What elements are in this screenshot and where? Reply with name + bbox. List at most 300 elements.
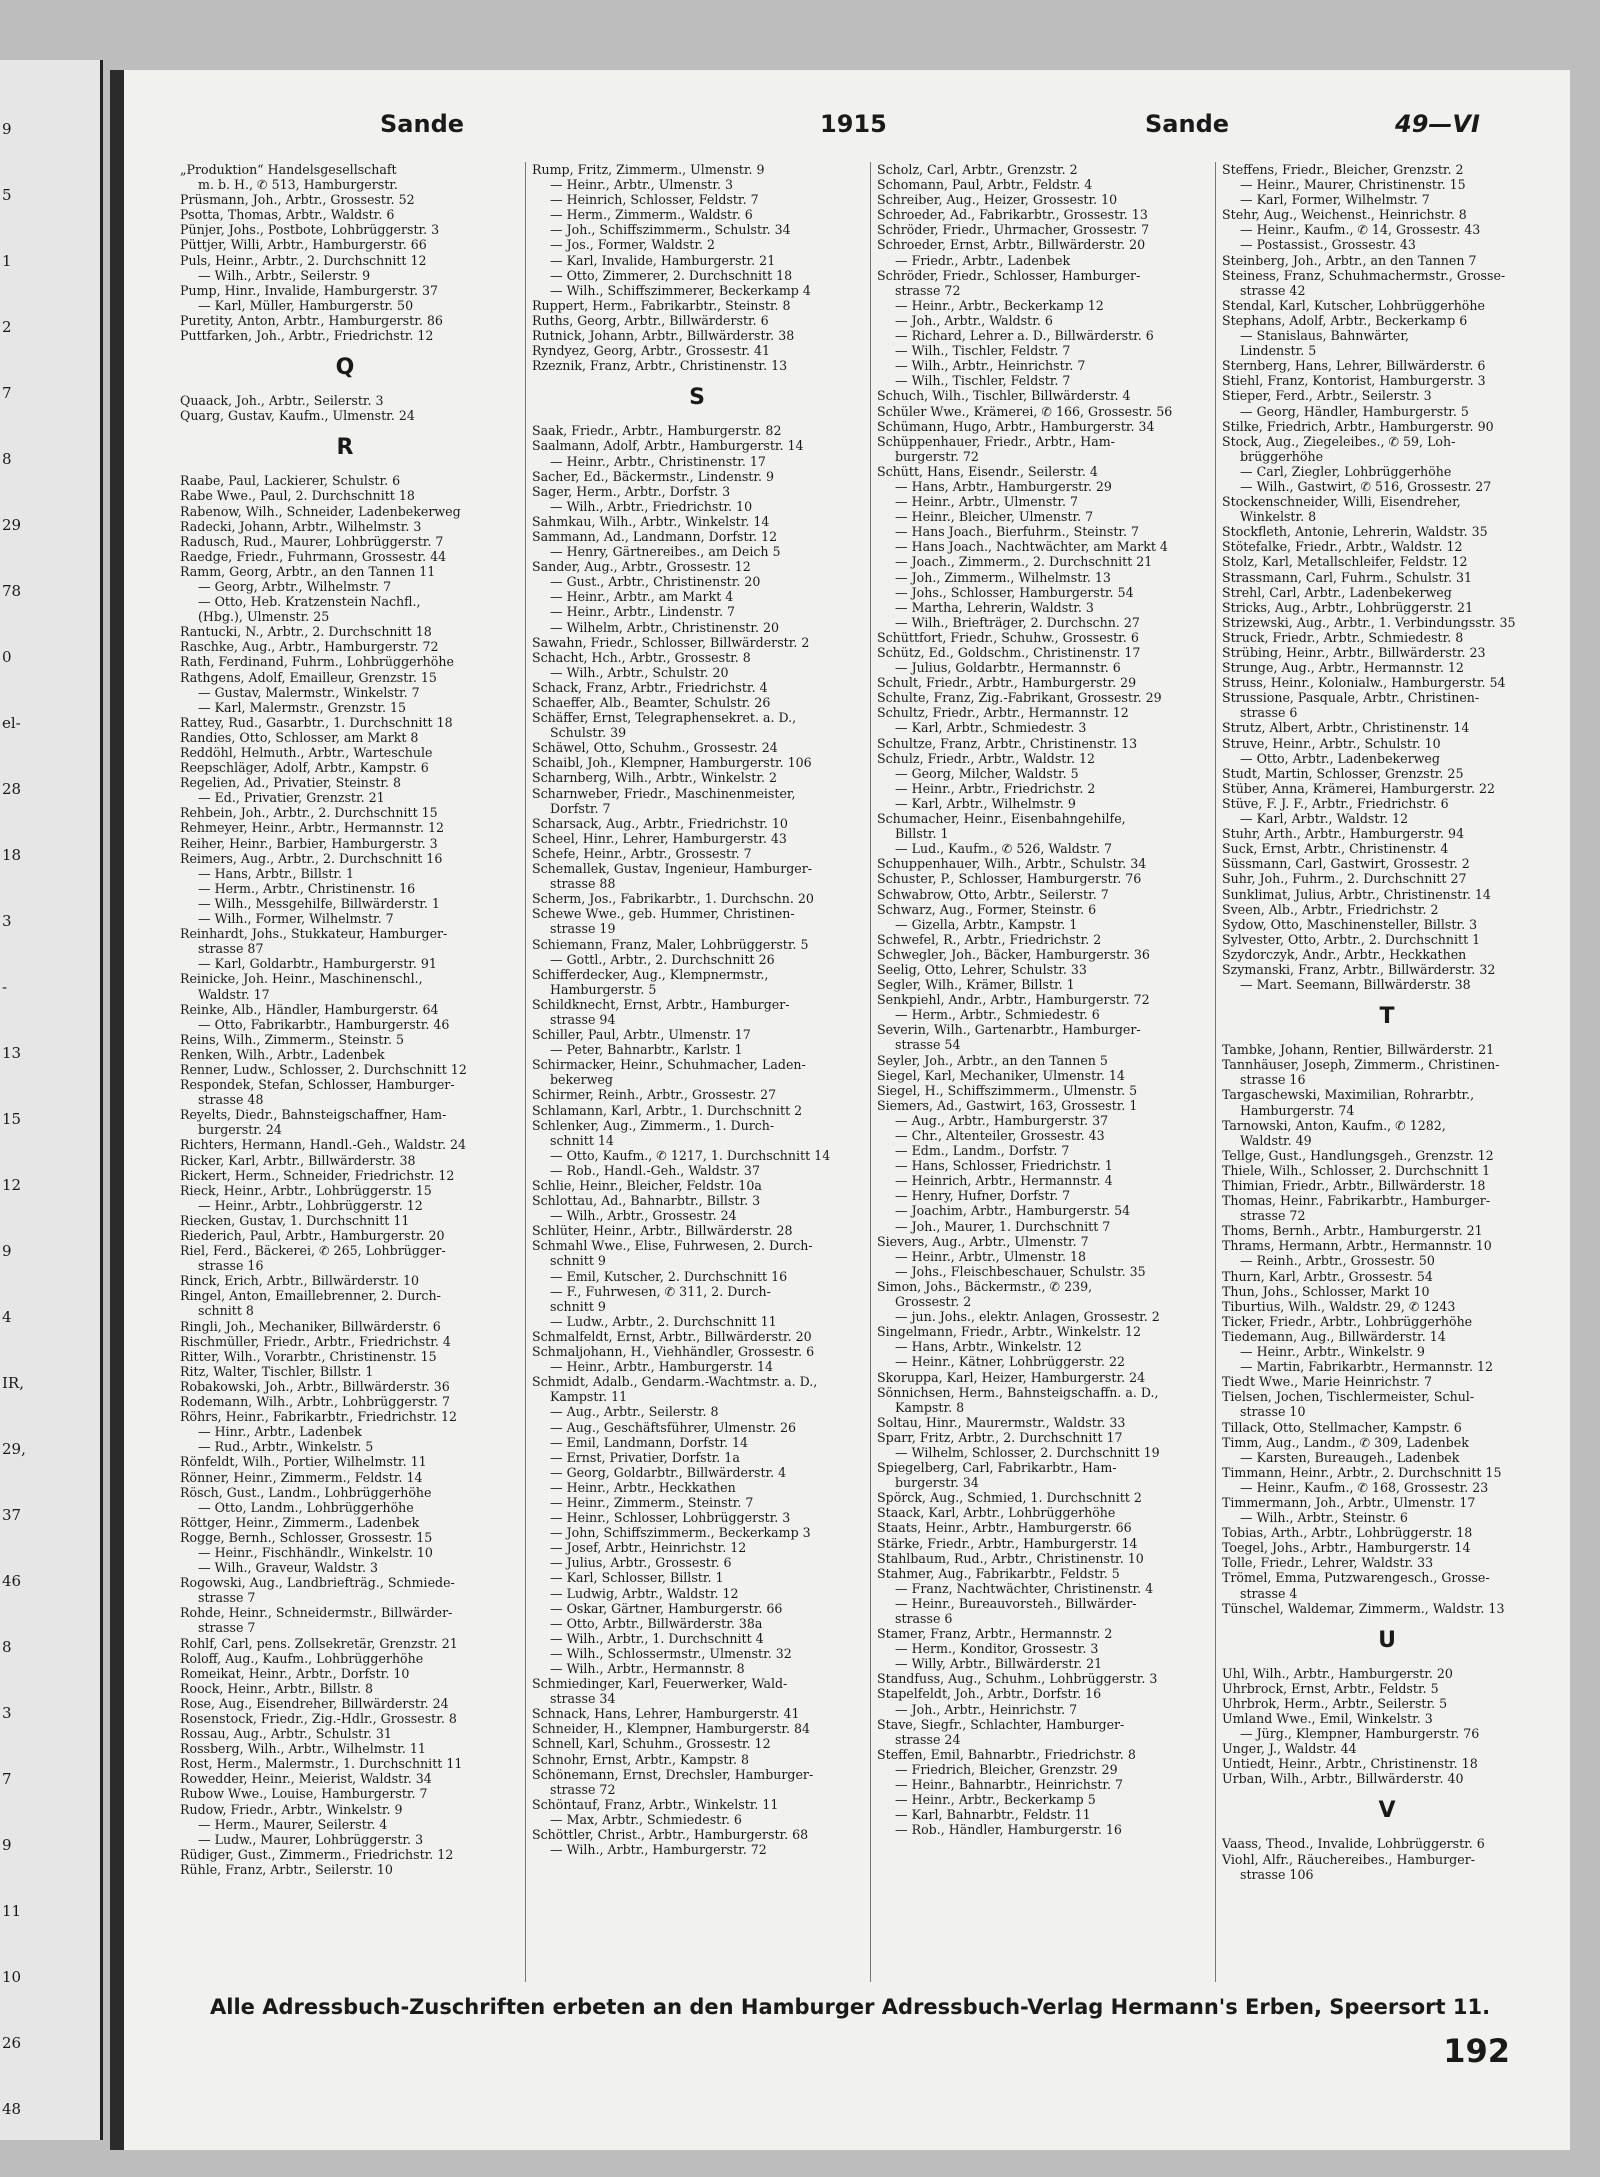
directory-entry: Reimers, Aug., Arbtr., 2. Durchschnitt 16 [180, 850, 443, 866]
directory-entry: strasse 24 [895, 1731, 961, 1747]
directory-entry: Sparr, Fritz, Arbtr., 2. Durchschnitt 17 [877, 1429, 1123, 1445]
directory-entry: Viohl, Alfr., Räuchereibes., Hamburger- [1222, 1851, 1475, 1867]
directory-entry: Skoruppa, Karl, Heizer, Hamburgerstr. 24 [877, 1369, 1146, 1385]
header-year: 1915 [820, 110, 887, 138]
directory-entry: — Wilhelm, Schlosser, 2. Durchschnitt 19 [895, 1444, 1160, 1460]
directory-entry: — Hans Joach., Bierfuhrm., Steinstr. 7 [895, 524, 1140, 540]
directory-entry: — Wilh., Schlossermstr., Ulmenstr. 32 [550, 1645, 792, 1661]
directory-entry: — Otto, Arbtr., Billwärderstr. 38a [550, 1615, 763, 1631]
edge-fragment: 1 [2, 252, 12, 270]
directory-entry: Schwegler, Joh., Bäcker, Hamburgerstr. 36 [877, 946, 1150, 962]
directory-entry: Trömel, Emma, Putzwarengesch., Grosse- [1222, 1570, 1490, 1586]
directory-entry: Schulte, Franz, Zig.-Fabrikant, Grossestr. 29 [877, 690, 1162, 706]
edge-fragment: 37 [2, 1506, 22, 1524]
directory-entry: — Heinr., Arbtr., Heckkathen [550, 1479, 736, 1495]
directory-entry: Siegel, Karl, Mechaniker, Ulmenstr. 14 [877, 1067, 1125, 1083]
directory-entry: Steffen, Emil, Bahnarbtr., Friedrichstr. 8 [877, 1746, 1136, 1762]
directory-entry: Schlamann, Karl, Arbtr., 1. Durchschnitt 2 [532, 1102, 803, 1118]
directory-entry: Schemallek, Gustav, Ingenieur, Hamburger- [532, 861, 813, 877]
directory-entry: — John, Schiffszimmerm., Beckerkamp 3 [550, 1525, 811, 1541]
directory-entry: — Rob., Handl.-Geh., Waldstr. 37 [550, 1162, 760, 1178]
directory-entry: Thomas, Heinr., Fabrikarbtr., Hamburger- [1222, 1193, 1491, 1209]
directory-entry: — Joach., Zimmerm., 2. Durchschnitt 21 [895, 554, 1153, 570]
directory-entry: Scholz, Carl, Arbtr., Grenzstr. 2 [877, 162, 1078, 177]
directory-entry: — Gottl., Arbtr., 2. Durchschnitt 26 [550, 951, 775, 967]
directory-entry: Seyler, Joh., Arbtr., an den Tannen 5 [877, 1052, 1108, 1068]
directory-entry: Stahlbaum, Rud., Arbtr., Christinenstr. 10 [877, 1550, 1144, 1566]
directory-entry: — Karl, Arbtr., Wilhelmstr. 9 [895, 795, 1076, 811]
directory-entry: Rehbein, Joh., Arbtr., 2. Durchschnitt 15 [180, 805, 438, 821]
directory-entry: — Heinr., Arbtr., Christinenstr. 17 [550, 453, 766, 469]
publisher-footer: Alle Adressbuch-Zuschriften erbeten an den Hamburger Adressbuch-Verlag Hermann's Erben, Speersort 11. [210, 1995, 1491, 2019]
directory-entry: Stiehl, Franz, Kontorist, Hamburgerstr. 3 [1222, 373, 1486, 389]
section-letter: U [1378, 1627, 1396, 1653]
directory-entry: Scheel, Hinr., Lehrer, Hamburgerstr. 43 [532, 830, 787, 846]
directory-entry: strasse 72 [550, 1781, 616, 1797]
directory-entry: — Carl, Ziegler, Lohbrüggerhöhe [1240, 463, 1452, 479]
directory-entry: — Edm., Landm., Dorfstr. 7 [895, 1143, 1070, 1159]
edge-fragment: 8 [2, 1638, 12, 1656]
directory-entry: — Georg, Goldarbtr., Billwärderstr. 4 [550, 1464, 787, 1480]
directory-entry: — Karl, Schlosser, Billstr. 1 [550, 1570, 724, 1586]
directory-entry: Uhrbrok, Herm., Arbtr., Seilerstr. 5 [1222, 1695, 1448, 1711]
directory-entry: Rump, Fritz, Zimmerm., Ulmenstr. 9 [532, 162, 765, 177]
directory-entry: Schultze, Franz, Arbtr., Christinenstr. 13 [877, 735, 1138, 751]
directory-entry: — Ludwig, Arbtr., Waldstr. 12 [550, 1585, 739, 1601]
directory-entry: strasse 42 [1240, 282, 1306, 298]
directory-entry: Schlottau, Ad., Bahnarbtr., Billstr. 3 [532, 1193, 761, 1209]
directory-entry: Schmiedinger, Karl, Feuerwerker, Wald- [532, 1676, 788, 1692]
directory-entry: Röhrs, Heinr., Fabrikarbtr., Friedrichstr. 12 [180, 1409, 458, 1425]
page-gutter [110, 70, 124, 2150]
directory-entry: Rathgens, Adolf, Emailleur, Grenzstr. 15 [180, 669, 437, 685]
directory-entry: Romeikat, Heinr., Arbtr., Dorfstr. 10 [180, 1665, 410, 1681]
directory-entry: Szymanski, Franz, Arbtr., Billwärderstr. 32 [1222, 961, 1496, 977]
directory-entry: — Rud., Arbtr., Winkelstr. 5 [198, 1439, 374, 1455]
directory-entry: strasse 34 [550, 1691, 616, 1707]
directory-entry: — Wilh., Arbtr., Grossestr. 24 [550, 1208, 737, 1224]
directory-entry: Stendal, Karl, Kutscher, Lohbrüggerhöhe [1222, 297, 1485, 313]
directory-entry: — Herm., Maurer, Seilerstr. 4 [198, 1816, 388, 1832]
edge-fragment: 28 [2, 780, 22, 798]
edge-fragment: el- [2, 714, 21, 732]
directory-entry: strasse 94 [550, 1011, 616, 1027]
directory-entry: Ricker, Karl, Arbtr., Billwärderstr. 38 [180, 1152, 416, 1168]
directory-entry: — Postassist., Grossestr. 43 [1240, 237, 1416, 253]
directory-entry: strasse 6 [895, 1611, 953, 1626]
directory-entry: schnitt 9 [550, 1298, 606, 1314]
directory-entry: Scharnberg, Wilh., Arbtr., Winkelstr. 2 [532, 770, 777, 786]
directory-entry: Ruppert, Herm., Fabrikarbtr., Steinstr. 8 [532, 297, 791, 313]
directory-entry: Respondek, Stefan, Schlosser, Hamburger- [180, 1077, 455, 1093]
directory-entry: Segler, Wilh., Krämer, Billstr. 1 [877, 977, 1075, 993]
directory-entry: Radusch, Rud., Maurer, Lohbrüggerstr. 7 [180, 533, 444, 549]
edge-fragment: IR, [2, 1374, 24, 1392]
edge-fragment: 3 [2, 912, 12, 930]
directory-entry: Schütz, Ed., Goldschm., Christinenstr. 17 [877, 645, 1141, 660]
directory-entry: Schröder, Friedr., Schlosser, Hamburger- [877, 267, 1141, 283]
directory-entry: Siegel, H., Schiffszimmerm., Ulmenstr. 5 [877, 1082, 1138, 1098]
directory-entry: Staack, Karl, Arbtr., Lohbrüggerhöhe [877, 1505, 1116, 1521]
edge-fragment: 29 [2, 516, 22, 534]
edge-fragment: 78 [2, 582, 22, 600]
directory-entry: Spörck, Aug., Schmied, 1. Durchschnitt 2 [877, 1490, 1142, 1506]
directory-entry: schnitt 14 [550, 1132, 614, 1148]
directory-entry: Stephans, Adolf, Arbtr., Beckerkamp 6 [1222, 312, 1468, 328]
directory-entry: Schwarz, Aug., Former, Steinstr. 6 [877, 901, 1097, 917]
directory-entry: Tielsen, Jochen, Tischlermeister, Schul- [1222, 1389, 1475, 1405]
directory-entry: Stieper, Ferd., Arbtr., Seilerstr. 3 [1222, 388, 1432, 404]
edge-fragment: 12 [2, 1176, 22, 1194]
directory-entry: Winkelstr. 8 [1240, 509, 1317, 525]
directory-entry: — Heinr., Schlosser, Lohbrüggerstr. 3 [550, 1510, 791, 1526]
directory-entry: Rüdiger, Gust., Zimmerm., Friedrichstr. 12 [180, 1846, 454, 1862]
directory-entry: Reyelts, Diedr., Bahnsteigschaffner, Ham- [180, 1107, 447, 1123]
directory-entry: — Heinr., Kätner, Lohbrüggerstr. 22 [895, 1354, 1126, 1370]
directory-entry: Riederich, Paul, Arbtr., Hamburgerstr. 20 [180, 1228, 445, 1243]
directory-entry: Schröder, Friedr., Uhrmacher, Grossestr. 7 [877, 222, 1150, 238]
directory-entry: Schwabrow, Otto, Arbtr., Seilerstr. 7 [877, 886, 1109, 902]
directory-entry: — Ludw., Arbtr., 2. Durchschnitt 11 [550, 1313, 777, 1329]
directory-entry: Raabe, Paul, Lackierer, Schulstr. 6 [180, 473, 401, 489]
directory-entry: Sydow, Otto, Maschinensteller, Billstr. 3 [1222, 916, 1478, 932]
directory-entry: Stahmer, Aug., Fabrikarbtr., Feldstr. 5 [877, 1565, 1120, 1581]
directory-entry: Uhl, Wilh., Arbtr., Hamburgerstr. 20 [1222, 1665, 1453, 1681]
edge-fragment: 9 [2, 1836, 12, 1854]
directory-entry: Raedge, Friedr., Fuhrmann, Grossestr. 44 [180, 548, 447, 564]
directory-entry: Ringli, Joh., Mechaniker, Billwärderstr. 6 [180, 1318, 441, 1334]
directory-entry: Stapelfeldt, Joh., Arbtr., Dorfstr. 16 [877, 1686, 1102, 1702]
directory-entry: Schwefel, R., Arbtr., Friedrichstr. 2 [877, 931, 1102, 947]
directory-entry: Stehr, Aug., Weichenst., Heinrichstr. 8 [1222, 207, 1467, 223]
directory-entry: Ringel, Anton, Emaillebrenner, 2. Durch- [180, 1288, 441, 1304]
directory-entry: — Jos., Former, Waldstr. 2 [550, 237, 716, 253]
directory-entry: Rath, Ferdinand, Fuhrm., Lohbrüggerhöhe [180, 654, 454, 670]
directory-entry: Seelig, Otto, Lehrer, Schulstr. 33 [877, 961, 1087, 977]
directory-entry: — Heinr., Arbtr., Friedrichstr. 2 [895, 780, 1096, 796]
directory-entry: Schäffer, Ernst, Telegraphensekret. a. D., [532, 710, 797, 726]
directory-entry: — Heinr., Kaufm., ✆ 168, Grossestr. 23 [1240, 1479, 1489, 1495]
edge-fragment: 26 [2, 2034, 22, 2052]
directory-entry: Soltau, Hinr., Maurermstr., Waldstr. 33 [877, 1414, 1126, 1430]
directory-entry: Steiness, Franz, Schuhmachermstr., Grosse- [1222, 267, 1506, 283]
directory-entry: Scherm, Jos., Fabrikarbtr., 1. Durchschn. 20 [532, 891, 814, 907]
directory-entry: — Jürg., Klempner, Hamburgerstr. 76 [1240, 1726, 1480, 1742]
directory-entry: — Chr., Altenteiler, Grossestr. 43 [895, 1128, 1105, 1143]
directory-entry: Sunklimat, Julius, Arbtr., Christinenstr. 14 [1222, 886, 1491, 902]
directory-entry: Röttger, Heinr., Zimmerm., Ladenbek [180, 1514, 420, 1530]
directory-entry: Ticker, Friedr., Arbtr., Lohbrüggerhöhe [1222, 1313, 1473, 1329]
directory-entry: — Otto, Zimmerer, 2. Durchschnitt 18 [550, 267, 793, 283]
directory-entry: Schomann, Paul, Arbtr., Feldstr. 4 [877, 177, 1093, 193]
directory-entry: — Wilh., Arbtr., Steinstr. 6 [1240, 1510, 1408, 1526]
directory-entry: — jun. Johs., elektr. Anlagen, Grossestr. 2 [895, 1309, 1160, 1325]
directory-entry: — Otto, Kaufm., ✆ 1217, 1. Durchschnitt 14 [550, 1147, 831, 1163]
directory-entry: — Heinr., Arbtr., Beckerkamp 12 [895, 297, 1104, 313]
directory-entry: — Joh., Zimmerm., Wilhelmstr. 13 [895, 569, 1111, 585]
directory-entry: Timmann, Heinr., Arbtr., 2. Durchschnitt 15 [1222, 1464, 1502, 1480]
directory-entry: Rieck, Heinr., Arbtr., Lohbrüggerstr. 15 [180, 1182, 432, 1198]
directory-entry: Schuch, Wilh., Tischler, Billwärderstr. 4 [877, 388, 1131, 404]
directory-entry: Stuhr, Arth., Arbtr., Hamburgerstr. 94 [1222, 826, 1465, 842]
directory-entry: — Wilh., Arbtr., Schulstr. 20 [550, 664, 729, 680]
section-letter: T [1379, 1004, 1395, 1030]
directory-entry: Grossestr. 2 [895, 1294, 972, 1310]
directory-entry: Stockenschneider, Willi, Eisendreher, [1222, 494, 1461, 510]
directory-entry: — Wilhelm, Arbtr., Christinenstr. 20 [550, 619, 780, 635]
directory-entry: Ruths, Georg, Arbtr., Billwärderstr. 6 [532, 312, 769, 328]
directory-entry: strasse 7 [198, 1590, 256, 1606]
directory-entry: Staats, Heinr., Arbtr., Hamburgerstr. 66 [877, 1520, 1132, 1536]
directory-entry: Rabenow, Wilh., Schneider, Ladenbekerweg [180, 503, 461, 519]
directory-entry: Strutz, Albert, Arbtr., Christinenstr. 14 [1222, 720, 1470, 736]
directory-entry: — Wilh., Graveur, Waldstr. 3 [198, 1560, 379, 1576]
directory-entry: Randies, Otto, Schlosser, am Markt 8 [180, 729, 419, 745]
directory-entry: Stockfleth, Antonie, Lehrerin, Waldstr. 35 [1222, 524, 1488, 540]
directory-entry: Schumacher, Heinr., Eisenbahngehilfe, [877, 811, 1126, 827]
directory-entry: — Heinr., Arbtr., Beckerkamp 5 [895, 1792, 1096, 1808]
directory-entry: — Henry, Gärtnereibes., am Deich 5 [550, 544, 781, 560]
directory-entry: Pünjer, Johs., Postbote, Lohbrüggerstr. 3 [180, 222, 440, 238]
directory-entry: Scharnweber, Friedr., Maschinenmeister, [532, 785, 796, 801]
directory-entry: Riecken, Gustav, 1. Durchschnitt 11 [180, 1212, 410, 1228]
directory-entry: — Heinr., Arbtr., Ulmenstr. 18 [895, 1248, 1087, 1264]
directory-entry: Stüve, F. J. F., Arbtr., Friedrichstr. 6 [1222, 795, 1449, 811]
directory-entry: Rehmeyer, Heinr., Arbtr., Hermannstr. 12 [180, 820, 445, 836]
directory-entry: Untiedt, Heinr., Arbtr., Christinenstr. 18 [1222, 1756, 1478, 1772]
directory-entry: — Friedr., Arbtr., Ladenbek [895, 252, 1071, 268]
edge-fragment: 15 [2, 1110, 22, 1128]
directory-entry: Urban, Wilh., Arbtr., Billwärderstr. 40 [1222, 1771, 1464, 1787]
directory-entry: — Heinr., Maurer, Christinenstr. 15 [1240, 177, 1466, 193]
directory-entry: — Hans, Arbtr., Winkelstr. 12 [895, 1339, 1082, 1355]
directory-column-1 [180, 162, 510, 1982]
directory-entry: Rickert, Herm., Schneider, Friedrichstr. 12 [180, 1167, 455, 1183]
directory-entry: — Heinr., Arbtr., Winkelstr. 9 [1240, 1344, 1425, 1360]
directory-entry: — Herm., Arbtr., Schmiedestr. 6 [895, 1007, 1100, 1023]
directory-entry: — Franz, Nachtwächter, Christinenstr. 4 [895, 1580, 1154, 1596]
directory-entry: Roock, Heinr., Arbtr., Billstr. 8 [180, 1680, 373, 1696]
directory-entry: Schlüter, Heinr., Arbtr., Billwärderstr. 28 [532, 1223, 793, 1239]
directory-entry: Rosenstock, Friedr., Zig.-Hdlr., Grossestr. 8 [180, 1711, 457, 1726]
directory-entry: Rogowski, Aug., Landbriefträg., Schmiede- [180, 1575, 455, 1591]
directory-entry: Vaass, Theod., Invalide, Lohbrüggerstr. 6 [1222, 1836, 1485, 1852]
directory-entry: Rönfeldt, Wilh., Portier, Wilhelmstr. 11 [180, 1454, 427, 1470]
directory-entry: Robakowski, Joh., Arbtr., Billwärderstr. 36 [180, 1378, 450, 1394]
directory-entry: strasse 19 [550, 921, 616, 937]
directory-entry: — Heinr., Arbtr., Ulmenstr. 3 [550, 177, 734, 193]
directory-entry: Singelmann, Friedr., Arbtr., Winkelstr. 12 [877, 1324, 1141, 1340]
edge-fragment: 5 [2, 186, 12, 204]
directory-entry: Saalmann, Adolf, Arbtr., Hamburgerstr. 14 [532, 438, 804, 454]
directory-entry: burgerstr. 72 [895, 448, 979, 464]
directory-entry: Schiller, Paul, Arbtr., Ulmenstr. 17 [532, 1027, 751, 1043]
directory-entry: Kampstr. 8 [895, 1399, 965, 1415]
edge-fragment: 3 [2, 1704, 12, 1722]
directory-entry: — Heinr., Arbtr., Lohbrüggerstr. 12 [198, 1197, 423, 1213]
directory-entry: (Hbg.), Ulmenstr. 25 [198, 609, 330, 625]
directory-entry: Schreiber, Aug., Heizer, Grossestr. 10 [877, 192, 1118, 208]
directory-entry: Rantucki, N., Arbtr., 2. Durchschnitt 18 [180, 624, 432, 640]
directory-entry: Strübing, Heinr., Arbtr., Billwärderstr. 23 [1222, 645, 1486, 660]
directory-entry: — Joh., Schiffszimmerm., Schulstr. 34 [550, 222, 791, 238]
directory-entry: Strunge, Aug., Arbtr., Hermannstr. 12 [1222, 660, 1464, 676]
directory-entry: Tünschel, Waldemar, Zimmerm., Waldstr. 13 [1222, 1600, 1505, 1616]
directory-entry: Tiburtius, Wilh., Waldstr. 29, ✆ 1243 [1222, 1298, 1456, 1314]
directory-entry: Thoms, Bernh., Arbtr., Hamburgerstr. 21 [1222, 1223, 1483, 1239]
directory-entry: Puls, Heinr., Arbtr., 2. Durchschnitt 12 [180, 252, 427, 268]
section-letter: R [336, 435, 354, 461]
directory-entry: Strehl, Carl, Arbtr., Ladenbekerweg [1222, 584, 1452, 600]
directory-entry: Tannhäuser, Joseph, Zimmerm., Christinen- [1222, 1057, 1500, 1073]
directory-entry: Stamer, Franz, Arbtr., Hermannstr. 2 [877, 1626, 1113, 1642]
edge-fragment: 48 [2, 2100, 22, 2118]
directory-entry: — Georg, Arbtr., Wilhelmstr. 7 [198, 578, 392, 594]
directory-entry: Tambke, Johann, Rentier, Billwärderstr. 21 [1222, 1042, 1495, 1058]
directory-entry: Schildknecht, Ernst, Arbtr., Hamburger- [532, 996, 790, 1012]
directory-entry: — Wilh., Arbtr., Heinrichstr. 7 [895, 358, 1086, 374]
directory-entry: Rohde, Heinr., Schneidermstr., Billwärder- [180, 1605, 453, 1621]
directory-entry: Studt, Martin, Schlosser, Grenzstr. 25 [1222, 765, 1464, 781]
directory-entry: Reddöhl, Helmuth., Arbtr., Warteschule [180, 745, 433, 760]
directory-entry: Schulstr. 39 [550, 725, 627, 741]
directory-entry: Pump, Hinr., Invalide, Hamburgerstr. 37 [180, 282, 438, 298]
directory-entry: — Emil, Kutscher, 2. Durchschnitt 16 [550, 1268, 788, 1284]
directory-entry: — Georg, Milcher, Waldstr. 5 [895, 765, 1079, 781]
directory-entry: Puttfarken, Joh., Arbtr., Friedrichstr. 12 [180, 328, 434, 344]
directory-entry: Sahmkau, Wilh., Arbtr., Winkelstr. 14 [532, 513, 770, 529]
directory-entry: Renken, Wilh., Arbtr., Ladenbek [180, 1046, 385, 1062]
directory-entry: Schnell, Karl, Schuhm., Grossestr. 12 [532, 1736, 771, 1752]
directory-entry: Rühle, Franz, Arbtr., Seilerstr. 10 [180, 1861, 393, 1877]
directory-entry: — Ludw., Maurer, Lohbrüggerstr. 3 [198, 1831, 424, 1847]
directory-entry: — Hans, Schlosser, Friedrichstr. 1 [895, 1158, 1113, 1174]
directory-entry: Schroeder, Ernst, Arbtr., Billwärderstr. 20 [877, 237, 1146, 253]
directory-entry: Lindenstr. 5 [1240, 343, 1317, 359]
directory-entry: — Julius, Goldarbtr., Hermannstr. 6 [895, 660, 1121, 676]
directory-entry: — Josef, Arbtr., Heinrichstr. 12 [550, 1540, 747, 1556]
directory-entry: Rattey, Rud., Gasarbtr., 1. Durchschnitt 18 [180, 714, 453, 730]
directory-entry: Quarg, Gustav, Kaufm., Ulmenstr. 24 [180, 408, 415, 424]
directory-entry: Senkpiehl, Andr., Arbtr., Hamburgerstr. 72 [877, 992, 1150, 1008]
directory-entry: Reiher, Heinr., Barbier, Hamburgerstr. 3 [180, 835, 438, 851]
directory-entry: Targaschewski, Maximilian, Rohrarbtr., [1222, 1087, 1475, 1103]
directory-entry: Thurn, Karl, Arbtr., Grossestr. 54 [1222, 1268, 1433, 1284]
directory-entry: — Max, Arbtr., Schmiedestr. 6 [550, 1811, 742, 1827]
directory-entry: — Hans Joach., Nachtwächter, am Markt 4 [895, 539, 1168, 555]
directory-entry: — Karl, Malermstr., Grenzstr. 15 [198, 699, 407, 715]
directory-entry: Timmermann, Joh., Arbtr., Ulmenstr. 17 [1222, 1494, 1476, 1510]
directory-entry: Renner, Ludw., Schlosser, 2. Durchschnitt 12 [180, 1061, 467, 1077]
directory-entry: — Joachim, Arbtr., Hamburgerstr. 54 [895, 1203, 1131, 1219]
directory-entry: — Wilh., Tischler, Feldstr. 7 [895, 373, 1071, 389]
directory-entry: — Mart. Seemann, Billwärderstr. 38 [1240, 977, 1471, 993]
directory-entry: Severin, Wilh., Gartenarbtr., Hamburger- [877, 1022, 1141, 1038]
directory-entry: Schmalfeldt, Ernst, Arbtr., Billwärderstr. 20 [532, 1328, 812, 1344]
directory-entry: Simon, Johs., Bäckermstr., ✆ 239, [877, 1278, 1093, 1294]
directory-entry: — Ernst, Privatier, Dorfstr. 1a [550, 1449, 740, 1465]
directory-entry: Sander, Aug., Arbtr., Grossestr. 12 [532, 559, 751, 575]
directory-entry: Standfuss, Aug., Schuhm., Lohbrüggerstr. 3 [877, 1671, 1158, 1687]
directory-entry: Schnohr, Ernst, Arbtr., Kampstr. 8 [532, 1751, 750, 1767]
directory-entry: Stolz, Karl, Metallschleifer, Feldstr. 12 [1222, 554, 1468, 570]
directory-entry: Sager, Herm., Arbtr., Dorfstr. 3 [532, 483, 731, 499]
directory-entry: — Gustav, Malermstr., Winkelstr. 7 [198, 684, 420, 700]
directory-entry: — Karl, Bahnarbtr., Feldstr. 11 [895, 1807, 1091, 1823]
directory-entry: Schüppenhauer, Friedr., Arbtr., Ham- [877, 433, 1115, 449]
edge-fragment: - [2, 978, 8, 996]
directory-entry: — Karl, Müller, Hamburgerstr. 50 [198, 297, 414, 313]
directory-entry: brüggerhöhe [1240, 448, 1324, 464]
directory-entry: Schultz, Friedr., Arbtr., Hermannstr. 12 [877, 705, 1129, 721]
section-letter: Q [335, 355, 355, 381]
directory-entry: Schüler Wwe., Krämerei, ✆ 166, Grossestr. 56 [877, 403, 1173, 419]
directory-entry: Stave, Siegfr., Schlachter, Hamburger- [877, 1716, 1125, 1732]
directory-entry: — Joh., Arbtr., Waldstr. 6 [895, 312, 1053, 328]
directory-entry: strasse 88 [550, 876, 616, 892]
directory-entry: — Otto, Landm., Lohbrüggerhöhe [198, 1499, 414, 1515]
edge-fragment: 4 [2, 1308, 12, 1326]
header-page-ref: 49—VI [1395, 110, 1480, 138]
directory-entry: strasse 54 [895, 1037, 961, 1053]
directory-entry: Steinberg, Joh., Arbtr., an den Tannen 7 [1222, 252, 1477, 268]
directory-entry: schnitt 8 [198, 1303, 254, 1319]
directory-entry: — Karl, Goldarbtr., Hamburgerstr. 91 [198, 956, 437, 972]
directory-entry: Schönemann, Ernst, Drechsler, Hamburger- [532, 1766, 814, 1782]
directory-entry: Rönner, Heinr., Zimmerm., Feldstr. 14 [180, 1469, 423, 1485]
directory-entry: — Reinh., Arbtr., Grossestr. 50 [1240, 1253, 1435, 1269]
directory-entry: Stötefalke, Friedr., Arbtr., Waldstr. 12 [1222, 539, 1463, 555]
directory-entry: Reinhardt, Johs., Stukkateur, Hamburger- [180, 926, 448, 942]
directory-entry: — Heinr., Kaufm., ✆ 14, Grossestr. 43 [1240, 222, 1481, 238]
directory-entry: Tellge, Gust., Handlungsgeh., Grenzstr. 12 [1222, 1147, 1494, 1163]
directory-entry: Stock, Aug., Ziegeleibes., ✆ 59, Loh- [1222, 433, 1456, 449]
directory-entry: — Heinrich, Arbtr., Hermannstr. 4 [895, 1173, 1113, 1189]
directory-entry: Unger, J., Waldstr. 44 [1222, 1741, 1357, 1757]
directory-entry: — Joh., Maurer, 1. Durchschnitt 7 [895, 1218, 1111, 1234]
directory-entry: Regelien, Ad., Privatier, Steinstr. 8 [180, 775, 402, 791]
directory-entry: Schümann, Hugo, Arbtr., Hamburgerstr. 34 [877, 418, 1155, 434]
directory-entry: Schiemann, Franz, Maler, Lohbrüggerstr. 5 [532, 936, 809, 952]
directory-entry: Tillack, Otto, Stellmacher, Kampstr. 6 [1222, 1419, 1462, 1435]
directory-entry: Schewe Wwe., geb. Hummer, Christinen- [532, 906, 795, 922]
directory-entry: Dorfstr. 7 [550, 800, 611, 816]
directory-entry: strasse 4 [1240, 1585, 1298, 1601]
directory-entry: Schüttfort, Friedr., Schuhw., Grossestr. 6 [877, 629, 1139, 645]
directory-entry: — Julius, Arbtr., Grossestr. 6 [550, 1555, 732, 1571]
directory-entry: Rowedder, Heinr., Meierist, Waldstr. 34 [180, 1771, 432, 1787]
directory-entry: Schmaljohann, H., Viehhändler, Grossestr. 6 [532, 1344, 815, 1360]
directory-entry: Reinke, Alb., Händler, Hamburgerstr. 64 [180, 1001, 439, 1017]
directory-entry: Schäwel, Otto, Schuhm., Grossestr. 24 [532, 740, 778, 756]
directory-entry: — Herm., Arbtr., Christinenstr. 16 [198, 880, 416, 896]
directory-entry: Schroeder, Ad., Fabrikarbtr., Grossestr. 13 [877, 207, 1148, 223]
directory-entry: Billstr. 1 [895, 826, 949, 842]
edge-fragment: 7 [2, 1770, 12, 1788]
directory-entry: Schaibl, Joh., Klempner, Hamburgerstr. 106 [532, 755, 812, 771]
directory-entry: Stricks, Aug., Arbtr., Lohbrüggerstr. 21 [1222, 599, 1474, 615]
directory-entry: Sievers, Aug., Arbtr., Ulmenstr. 7 [877, 1233, 1089, 1249]
directory-entry: Thrams, Hermann, Arbtr., Hermannstr. 10 [1222, 1238, 1492, 1254]
directory-entry: Rodemann, Wilh., Arbtr., Lohbrüggerstr. 7 [180, 1394, 451, 1410]
directory-entry: Siemers, Ad., Gastwirt, 163, Grossestr. 1 [877, 1097, 1138, 1113]
directory-entry: Stärke, Friedr., Arbtr., Hamburgerstr. 14 [877, 1535, 1138, 1551]
directory-entry: — Georg, Händler, Hamburgerstr. 5 [1240, 403, 1469, 419]
directory-entry: Schmahl Wwe., Elise, Fuhrwesen, 2. Durch- [532, 1238, 813, 1254]
directory-entry: Quaack, Joh., Arbtr., Seilerstr. 3 [180, 393, 384, 409]
directory-entry: strasse 16 [1240, 1072, 1306, 1088]
directory-entry: Hamburgerstr. 74 [1240, 1102, 1355, 1118]
